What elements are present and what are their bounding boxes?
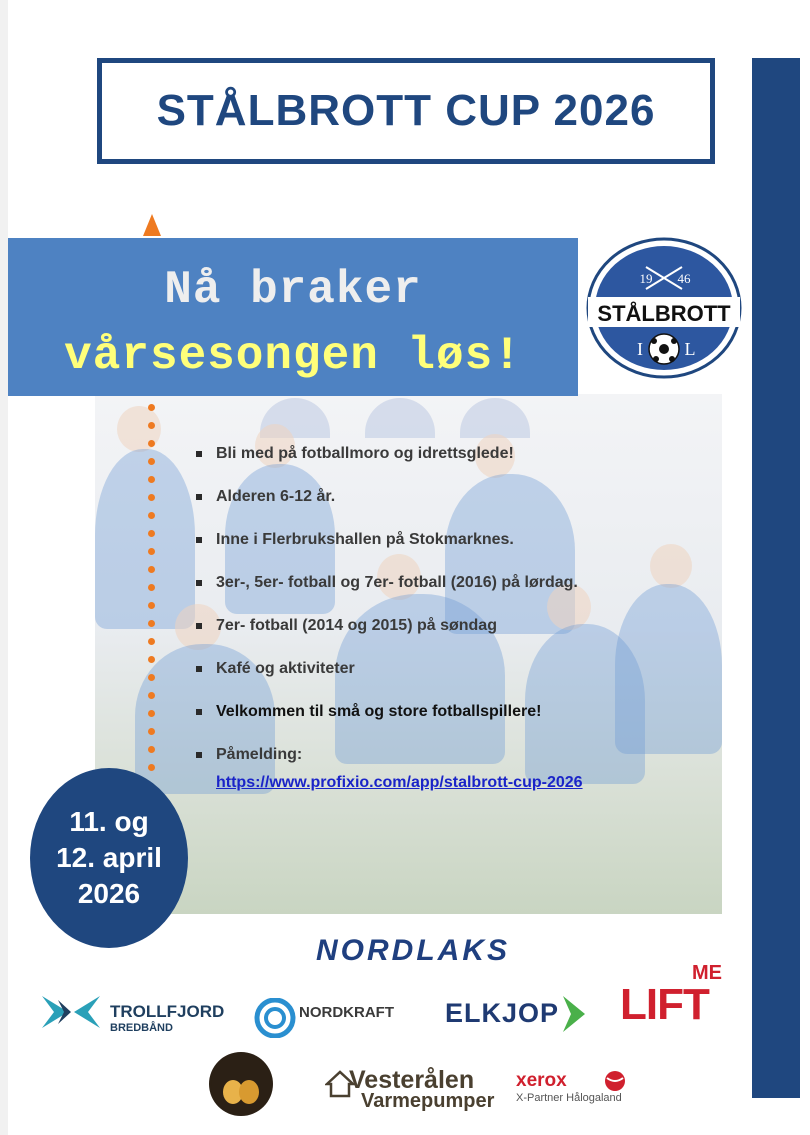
- date-line-1: 11. og: [69, 806, 149, 837]
- elkjop-chevron-icon: [559, 994, 589, 1034]
- sponsor-nordlaks: NORDLAKS: [316, 934, 510, 967]
- photo-banner-logo: [365, 398, 435, 438]
- sponsor-nordkraft: [254, 998, 414, 1038]
- date-line-3: 2026: [77, 878, 141, 909]
- registration-label: Påmelding:: [216, 746, 303, 763]
- list-item: Velkommen til små og store fotballspillere!: [196, 698, 636, 726]
- list-item: Kafé og aktiviteter: [196, 655, 636, 683]
- club-name: STÅLBROTT: [597, 301, 731, 326]
- club-logo: [586, 237, 742, 379]
- page-edge: [0, 0, 8, 1135]
- sponsor-liftme: [620, 962, 720, 1032]
- photo-player: [650, 544, 692, 588]
- vesteraalen-line-2: Varmepumper: [361, 1090, 495, 1112]
- date-line-2: 12. april: [56, 842, 162, 873]
- sponsor-xerox: [516, 1068, 646, 1108]
- page-title: STÅLBROTT CUP 2026: [156, 86, 656, 135]
- nordkraft-logo-icon: [254, 998, 296, 1038]
- liftme-sup: ME: [692, 962, 722, 984]
- list-item: 3er-, 5er- fotball og 7er- fotball (2016) på lørdag.: [196, 569, 636, 597]
- xerox-ball-icon: [604, 1070, 626, 1092]
- title-box: [97, 58, 715, 164]
- dotted-line-decor: [148, 404, 158, 784]
- headline-line-1: Nå braker: [164, 264, 422, 316]
- orange-triangle-decor: [143, 214, 161, 236]
- sponsor-elkjop: [445, 990, 595, 1034]
- club-letter-left: I: [637, 339, 643, 359]
- list-item: Bli med på fotballmoro og idrettsglede!: [196, 440, 636, 468]
- headline-banner: [8, 238, 578, 396]
- registration-item: [196, 741, 636, 797]
- list-item: 7er- fotball (2014 og 2015) på søndag: [196, 612, 636, 640]
- date-badge: [30, 768, 188, 948]
- list-item: Alderen 6-12 år.: [196, 483, 636, 511]
- registration-link[interactable]: https://www.profixio.com/app/stalbrott-cup-2026: [216, 774, 583, 791]
- club-year-right: 46: [677, 271, 691, 286]
- headline-line-2: vårsesongen løs!: [64, 330, 522, 382]
- xerox-sub: X-Partner Hålogaland: [516, 1092, 622, 1104]
- photo-player: [95, 449, 195, 629]
- club-letter-right: L: [684, 339, 696, 359]
- list-item: Inne i Flerbrukshallen på Stokmarknes.: [196, 526, 636, 554]
- vesteraalen-line-1: Vesterålen: [349, 1066, 475, 1094]
- trollfjord-name: TROLLFJORD: [110, 1002, 225, 1021]
- sponsor-bakery-logo: [209, 1052, 273, 1116]
- club-year-left: 19: [639, 271, 653, 286]
- sponsor-trollfjord: [40, 992, 225, 1034]
- trollfjord-logo-icon: [40, 992, 102, 1032]
- liftme-main: LIFT: [620, 980, 709, 1029]
- xerox-name: xerox: [516, 1070, 567, 1091]
- nordkraft-name: NORDKRAFT: [299, 1004, 394, 1021]
- bakery-logo-icon: [209, 1052, 273, 1116]
- info-list: [196, 440, 636, 797]
- trollfjord-sub: BREDBÅND: [110, 1022, 173, 1034]
- sponsor-vesteraalen: [325, 1062, 495, 1112]
- photo-banner-logo: [460, 398, 530, 438]
- elkjop-name: ELKJOP: [445, 998, 560, 1028]
- right-decor-bar: [752, 58, 800, 1098]
